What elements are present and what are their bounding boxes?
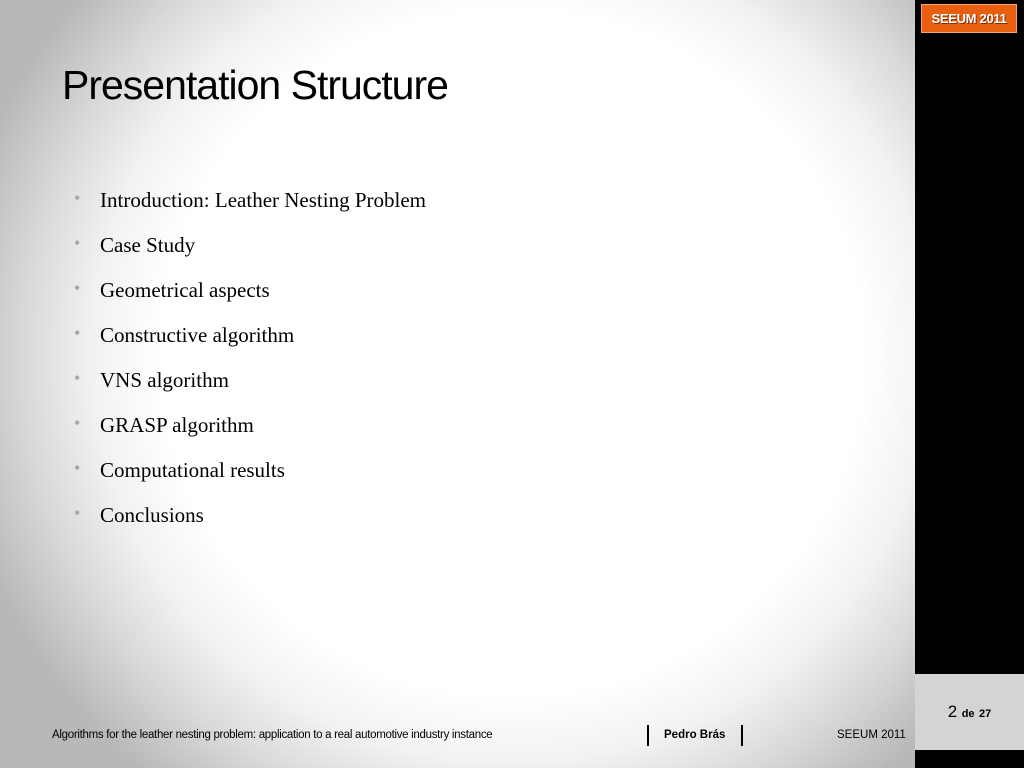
bullet-icon: •	[74, 233, 81, 253]
page-total: 27	[978, 708, 992, 720]
agenda-item-label: GRASP algorithm	[100, 413, 254, 437]
agenda-item-label: Geometrical aspects	[100, 278, 270, 302]
page-number-box	[915, 674, 1024, 750]
list-item	[74, 499, 426, 544]
footer-divider	[741, 725, 743, 746]
footer-author: Pedro Brás	[664, 729, 726, 741]
agenda-item-label: Constructive algorithm	[100, 323, 295, 347]
event-badge: SEEUM 2011	[921, 4, 1017, 33]
bullet-icon: •	[74, 413, 81, 433]
list-item	[74, 454, 426, 499]
bullet-icon: •	[74, 458, 81, 478]
slide-title: Presentation Structure	[62, 62, 448, 108]
list-item	[74, 274, 426, 319]
agenda-item-label: Case Study	[100, 233, 196, 257]
agenda-list	[74, 184, 426, 544]
page-indicator	[915, 702, 1024, 722]
footer-divider	[647, 725, 649, 746]
bullet-icon: •	[74, 278, 81, 298]
footer-title: Algorithms for the leather nesting problem: application to a real automotive industry instance	[52, 729, 493, 741]
agenda-item-label: Introduction: Leather Nesting Problem	[100, 188, 427, 212]
agenda-item-label: Computational results	[100, 458, 285, 482]
list-item	[74, 364, 426, 409]
agenda-item-label: Conclusions	[100, 503, 204, 527]
list-item	[74, 184, 426, 229]
bullet-icon: •	[74, 503, 81, 523]
list-item	[74, 319, 426, 364]
agenda-item-label: VNS algorithm	[100, 368, 229, 392]
list-item	[74, 409, 426, 454]
right-sidebar	[915, 0, 1024, 768]
footer-event: SEEUM 2011	[837, 729, 906, 741]
page-separator: de	[961, 708, 975, 720]
page-current: 2	[947, 702, 958, 721]
bullet-icon: •	[74, 368, 81, 388]
list-item	[74, 229, 426, 274]
bullet-icon: •	[74, 323, 81, 343]
bullet-icon: •	[74, 188, 81, 208]
